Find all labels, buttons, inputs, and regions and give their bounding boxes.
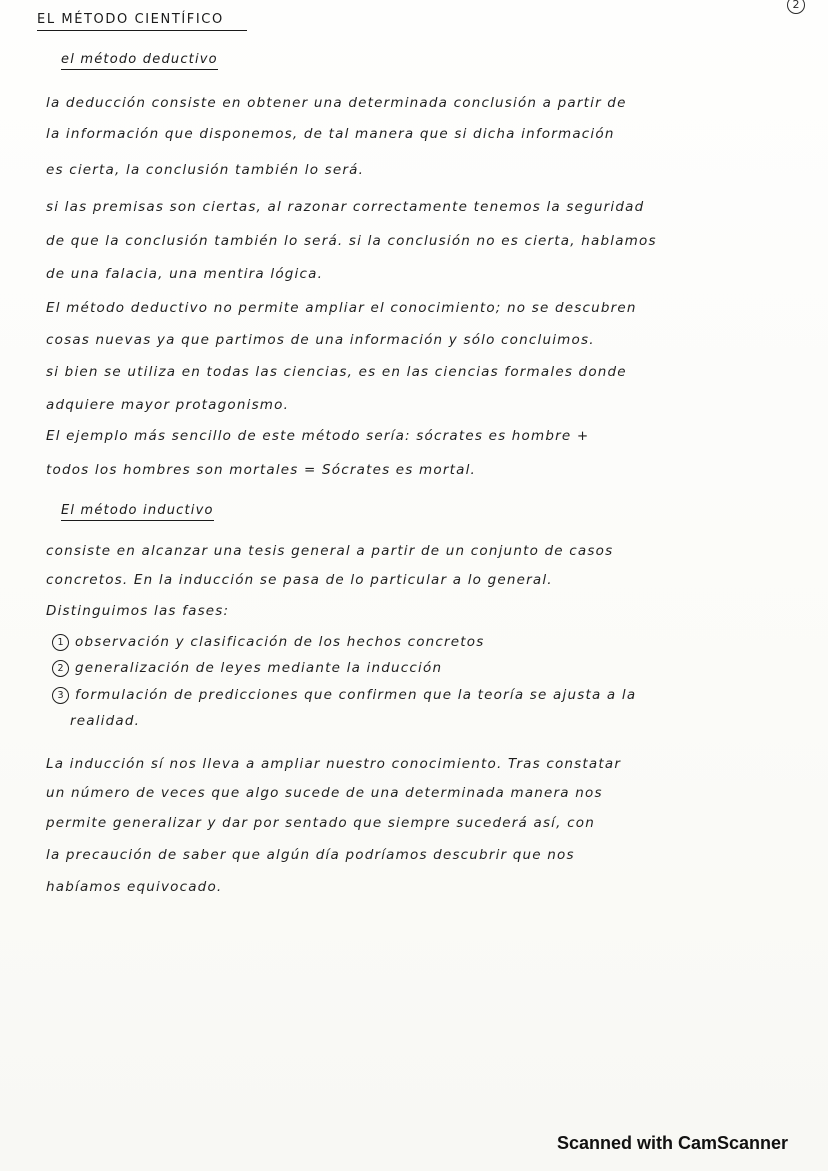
text-line: si las premisas son ciertas, al razonar correctamente tenemos la seguridad [46, 199, 645, 215]
phase-text: generalización de leyes mediante la inducción [75, 660, 443, 676]
section-heading-inductive: El método inductivo [61, 503, 214, 521]
text-line: cosas nuevas ya que partimos de una información y sólo concluimos. [46, 332, 595, 348]
section-heading-deductive: el método deductivo [61, 52, 218, 70]
page-title: EL MÉTODO CIENTÍFICO [37, 12, 247, 31]
text-line: realidad. [70, 713, 141, 729]
text-line: La inducción sí nos lleva a ampliar nuestro conocimiento. Tras constatar [46, 756, 622, 772]
phase-item [52, 634, 484, 651]
phase-number-badge: 2 [52, 660, 69, 677]
text-line: habíamos equivocado. [46, 879, 223, 895]
text-line: adquiere mayor protagonismo. [46, 397, 290, 413]
page-number-badge: 2 [787, 0, 805, 14]
text-line: de que la conclusión también lo será. si la conclusión no es cierta, hablamos [46, 233, 657, 249]
text-line: El método deductivo no permite ampliar el conocimiento; no se descubren [46, 300, 637, 316]
phase-item [52, 660, 442, 677]
text-line: todos los hombres son mortales = Sócrates es mortal. [46, 462, 477, 478]
phase-number-badge: 1 [52, 634, 69, 651]
phase-text: formulación de predicciones que confirmen que la teoría se ajusta a la [75, 687, 637, 703]
text-line: Distinguimos las fases: [46, 603, 230, 619]
phase-number-badge: 3 [52, 687, 69, 704]
text-line: si bien se utiliza en todas las ciencias, es en las ciencias formales donde [46, 364, 627, 380]
text-line: la información que disponemos, de tal manera que si dicha información [46, 126, 615, 142]
text-line: consiste en alcanzar una tesis general a partir de un conjunto de casos [46, 543, 614, 559]
scanner-watermark: Scanned with CamScanner [557, 1133, 789, 1153]
text-line: la precaución de saber que algún día podríamos descubrir que nos [46, 847, 575, 863]
text-line: de una falacia, una mentira lógica. [46, 266, 324, 282]
text-line: un número de veces que algo sucede de una determinada manera nos [46, 785, 603, 801]
text-line: permite generalizar y dar por sentado que siempre sucederá así, con [46, 815, 595, 831]
text-line: concretos. En la inducción se pasa de lo particular a lo general. [46, 572, 553, 588]
phase-item [52, 687, 636, 704]
text-line: El ejemplo más sencillo de este método sería: sócrates es hombre + [46, 428, 590, 444]
phase-text: observación y clasificación de los hechos concretos [75, 634, 485, 650]
text-line: es cierta, la conclusión también lo será. [46, 162, 365, 178]
text-line: la deducción consiste en obtener una determinada conclusión a partir de [46, 95, 627, 111]
